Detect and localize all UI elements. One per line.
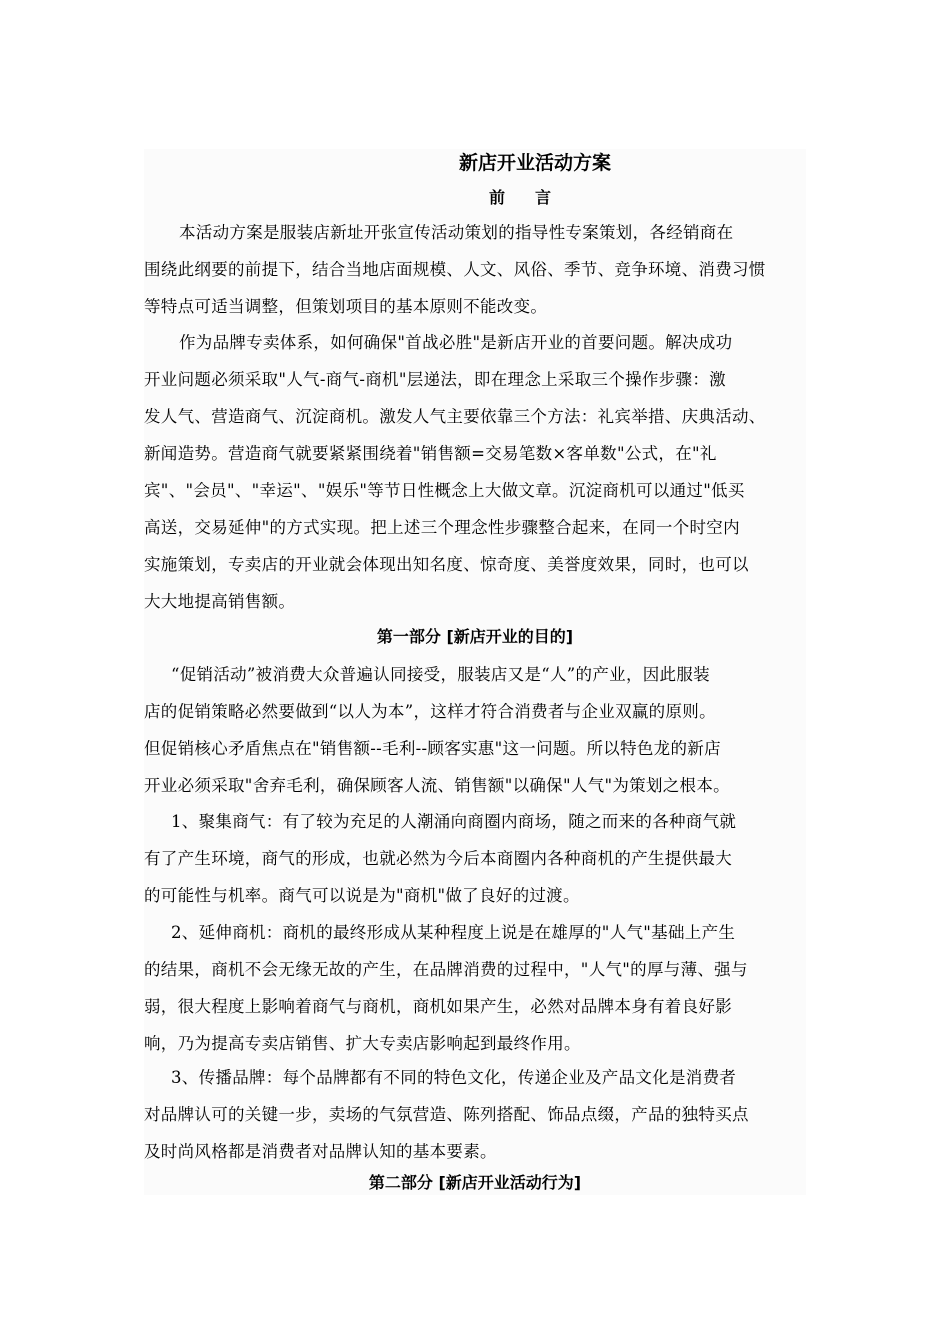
text-line: 本活动方案是服装店新址开张宣传活动策划的指导性专案策划，各经销商在 (179, 223, 734, 242)
text-line: 开业必须采取"舍弃毛利，确保顾客人流、销售额"以确保"人气"为策划之根本。 (144, 776, 730, 795)
text-line: 实施策划，专卖店的开业就会体现出知名度、惊奇度、美誉度效果，同时，也可以 (144, 555, 749, 574)
text-line: 的结果，商机不会无缘无故的产生，在品牌消费的过程中，"人气"的厚与薄、强与 (144, 960, 748, 979)
preface-heading: 前言 (488, 188, 581, 207)
text-line: 对品牌认可的关键一步，卖场的气氛营造、陈列搭配、饰品点缀，产品的独特买点 (144, 1105, 749, 1124)
preface-paragraph-1 (144, 214, 806, 325)
text-line: 3、传播品牌：每个品牌都有不同的特色文化，传递企业及产品文化是消费者 (171, 1068, 737, 1087)
text-line: 2、延伸商机：商机的最终形成从某种程度上说是在雄厚的"人气"基础上产生 (171, 923, 736, 942)
section-2-heading: 第二部分 [新店开业活动行为] (368, 1173, 582, 1192)
text-line: 有了产生环境，商气的形成，也就必然为今后本商圈内各种商机的产生提供最大 (144, 849, 732, 868)
text-line: 发人气、营造商气、沉淀商机。激发人气主要依靠三个方法：礼宾举措、庆典活动、 (144, 407, 766, 426)
document-title: 新店开业活动方案 (458, 152, 611, 174)
list-item-2 (144, 914, 806, 1062)
text-line: 高送，交易延伸"的方式实现。把上述三个理念性步骤整合起来，在同一个时空内 (144, 518, 740, 537)
text-line: 等特点可适当调整，但策划项目的基本原则不能改变。 (144, 297, 548, 316)
text-line: 宾"、"会员"、"幸运"、"娱乐"等节日性概念上大做文章。沉淀商机可以通过"低买 (144, 481, 745, 500)
text-line: 1、聚集商气：有了较为充足的人潮涌向商圈内商场，随之而来的各种商气就 (171, 812, 737, 831)
preface-paragraph-2 (144, 324, 806, 620)
list-item-1 (144, 803, 806, 914)
text-line: 新闻造势。营造商气就要紧紧围绕着"销售额=交易笔数×客单数"公式，在"礼 (144, 444, 717, 463)
section-1-heading: 第一部分 [新店开业的目的] (376, 627, 574, 646)
text-line: 开业问题必须采取"人气-商气-商机"层递法，即在理念上采取三个操作步骤：激 (144, 370, 726, 389)
text-line: 的可能性与机率。商气可以说是为"商机"做了良好的过渡。 (144, 886, 580, 905)
text-line: 店的促销策略必然要做到“以人为本”，这样才符合消费者与企业双赢的原则。 (144, 702, 716, 721)
text-line: 大大地提高销售额。 (144, 592, 296, 611)
text-line: 响，乃为提高专卖店销售、扩大专卖店影响起到最终作用。 (144, 1034, 581, 1053)
text-line: 作为品牌专卖体系，如何确保"首战必胜"是新店开业的首要问题。解决成功 (179, 333, 733, 352)
text-line: 及时尚风格都是消费者对品牌认知的基本要素。 (144, 1142, 497, 1161)
section-1-intro (144, 656, 806, 804)
text-line: 但促销核心矛盾焦点在"销售额--毛利--顾客实惠"这一问题。所以特色龙的新店 (144, 739, 721, 758)
list-item-3 (144, 1059, 806, 1170)
text-line: 弱，很大程度上影响着商气与商机，商机如果产生，必然对品牌本身有着良好影 (144, 997, 732, 1016)
text-line: 围绕此纲要的前提下，结合当地店面规模、人文、风俗、季节、竞争环境、消费习惯 (144, 260, 766, 279)
text-line: “促销活动”被消费大众普遍认同接受，服装店又是“人”的产业，因此服装 (171, 665, 710, 684)
